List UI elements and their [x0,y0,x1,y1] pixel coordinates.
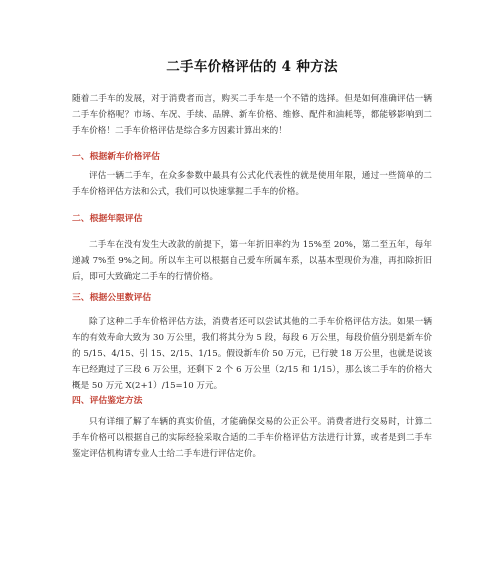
section-heading-4: 四、评估鉴定方法 [72,396,143,406]
section-body-3: 除了这种二手车价格评估方法，消费者还可以尝试其他的二手车价格评估方法。如果一辆车的有效寿命大致为 30 万公里，我们将其分为 5 段，每段 6 万公里，每段价值分别是新车价的 5/15、4/15、引 15、2/15、1/15。假设新车价 50 万元，已行驶 18 万公里，也就是说该车已经跑过了三段 6 万公里，还剩下 2 个 6 万公里（2/15 和 1/15），那么该二手车的价格大概是 50 万元 X(2+1）/15=10 万元。 [72,317,432,391]
document-title: 二手车价格评估的 4 种方法 [166,59,338,75]
section-heading-2: 二、根据年限评估 [72,214,143,224]
section-body-2: 二手车在没有发生大改款的前提下，第一年折旧率约为 15%至 20%，第二至五年，每年递减 7%至 9%之间。所以车主可以根据自己爱车所属车系，以基本型现价为准，再扣除折旧后，即可大致确定二手车的行情价格。 [72,240,432,282]
intro-paragraph: 随着二手车的发展，对于消费者而言，购买二手车是一个不错的选择。但是如何准确评估一辆二手车价格呢？市场、车况、手续、品牌、新车价格、维修、配件和油耗等，都能够影响到二手车价格！二手车价格评估是综合多方因素计算出来的！ [72,94,432,136]
section-heading-1: 一、根据新车价格评估 [72,152,160,162]
section-body-1: 评估一辆二手车，在众多参数中最具有公式化代表性的就是使用年限，通过一些简单的二手车价格评估方法和公式，我们可以快速掌握二手车的价格。 [72,171,432,197]
section-heading-3: 三、根据公里数评估 [72,293,152,303]
section-body-4: 只有详细了解了车辆的真实价值，才能确保交易的公正公平。消费者进行交易时，计算二手车价格可以根据自己的实际经验采取合适的二手车价格评估方法进行计算，或者是到二手车鉴定评估机构请专业人士给二手车进行评估定价。 [72,417,432,459]
